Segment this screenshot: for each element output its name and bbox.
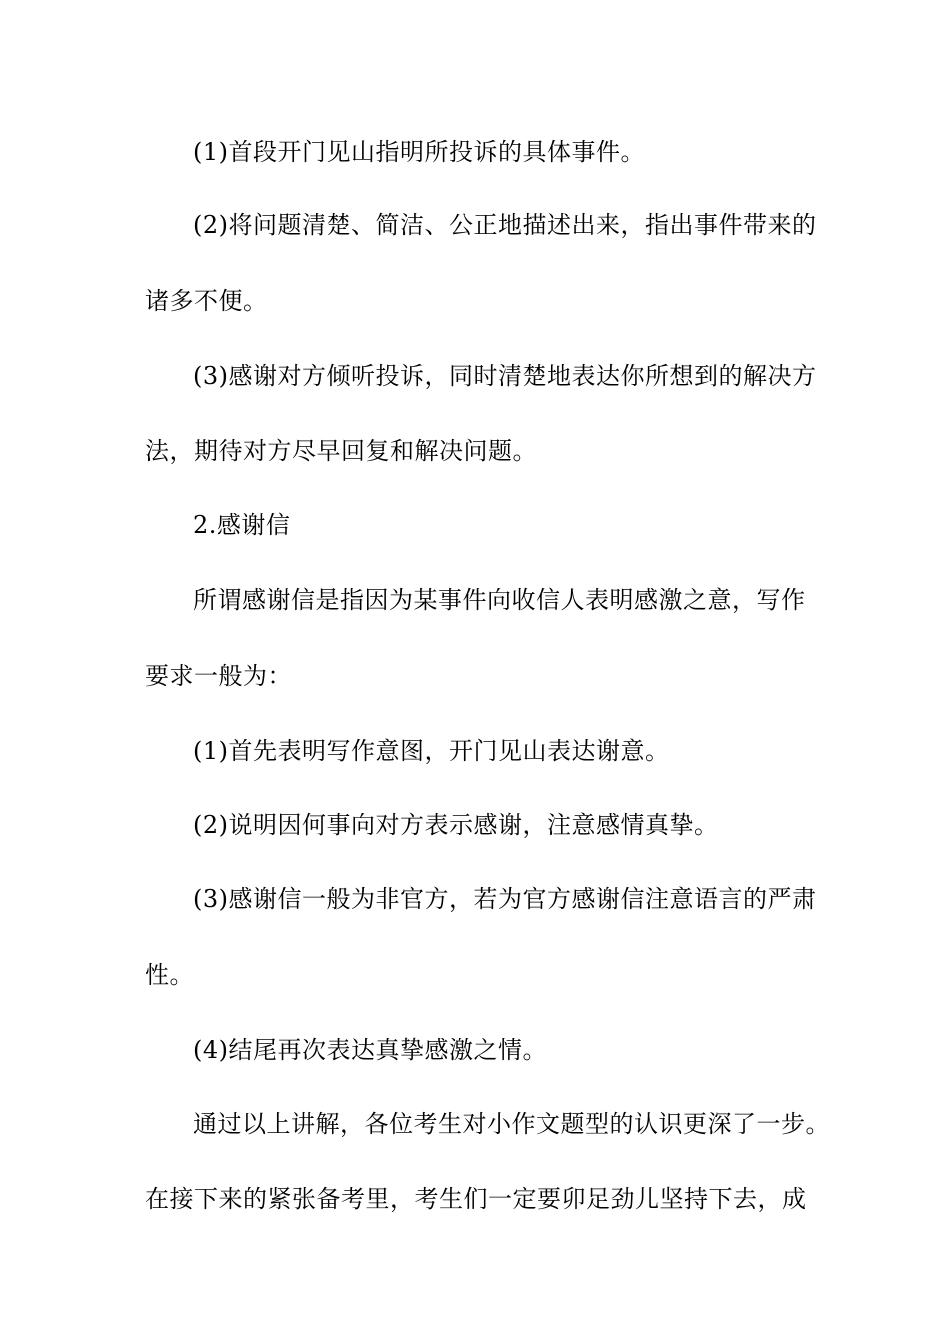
text-line: (3)感谢对方倾听投诉，同时清楚地表达你所想到的解决方 bbox=[193, 362, 817, 390]
text-line: (2)将问题清楚、简洁、公正地描述出来，指出事件带来的 bbox=[193, 211, 817, 239]
text-line: 通过以上讲解，各位考生对小作文题型的认识更深了一步。 bbox=[193, 1110, 830, 1138]
text-line: 性。 bbox=[145, 961, 194, 989]
text-line: 在接下来的紧张备考里，考生们一定要卯足劲儿坚持下去，成 bbox=[145, 1185, 807, 1213]
text-line: 所谓感谢信是指因为某事件向收信人表明感激之意，写作 bbox=[193, 586, 806, 614]
text-line: (1)首段开门见山指明所投诉的具体事件。 bbox=[193, 138, 645, 166]
section-heading: 2.感谢信 bbox=[193, 511, 291, 539]
text-line: (1)首先表明写作意图，开门见山表达谢意。 bbox=[193, 737, 670, 765]
text-line: 诸多不便。 bbox=[145, 287, 268, 315]
text-line: (4)结尾再次表达真挚感激之情。 bbox=[193, 1036, 547, 1064]
text-line: (2)说明因何事向对方表示感谢，注意感情真挚。 bbox=[193, 811, 719, 839]
text-line: 要求一般为： bbox=[145, 662, 292, 690]
text-line: (3)感谢信一般为非官方，若为官方感谢信注意语言的严肃 bbox=[193, 885, 817, 913]
text-line: 法，期待对方尽早回复和解决问题。 bbox=[145, 437, 537, 465]
